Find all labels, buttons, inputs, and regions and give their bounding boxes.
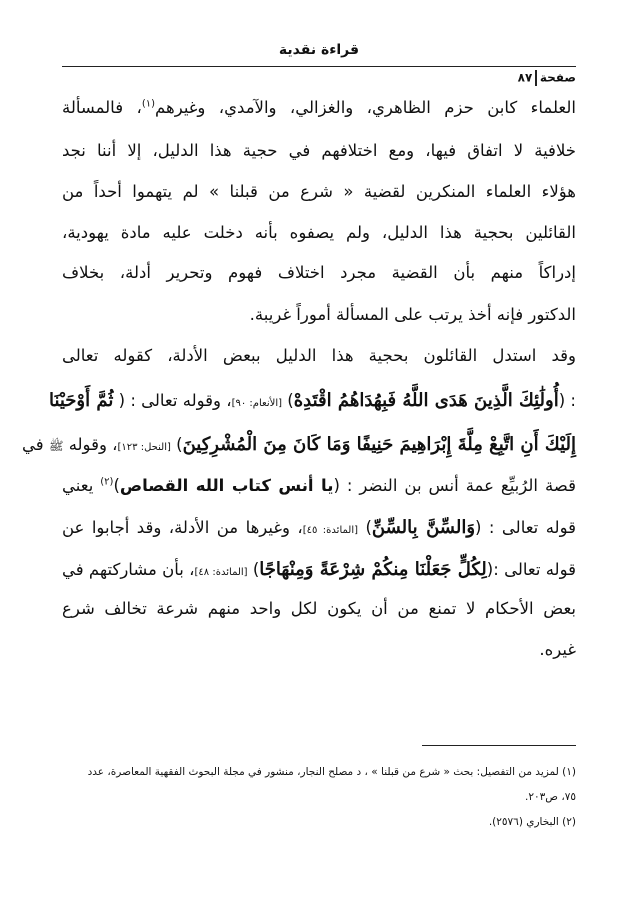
body-line-12 [62,550,576,590]
body-text: قوله تعالى :( [486,560,576,579]
body-text: ، بأن مشاركتهم في [62,560,195,579]
footnote-1-line-2: ٧٥، ص٢٠٣. [525,791,576,803]
body-text: العلماء كابن حزم الظاهري، والغزالي، والآمدي، وغيرهم [155,98,577,117]
quran-verse: أُولَٰئِكَ الَّذِينَ هَدَى اللَّهُ فَبِهُدَاهُمُ اقْتَدِهْ [293,390,559,411]
footnote-2: (٢) البخاري (٢٥٧٦). [488,816,576,828]
body-text: : ( [558,391,576,410]
body-line-10 [62,466,576,506]
body-text: ) [176,435,183,454]
body-line-11 [62,508,576,548]
quran-verse: إِلَيْكَ أَنِ اتَّبِعْ مِلَّةَ إِبْرَاهِيمَ حَنِيفًا وَمَا كَانَ مِنَ الْمُشْرِكِينَ [182,434,576,455]
body-text: ) [287,391,294,410]
body-line-6: الدكتور فإنه أخذ يرتب على المسألة أموراً غريبة. [249,305,576,324]
footnote-rule [422,745,576,746]
page-label-separator [535,70,537,86]
body-text: ) [252,560,260,579]
hadith-quote: يا أنس كتاب الله القصاص [119,476,334,495]
body-line-4: القائلين بحجية هذا الدليل، ولم يصفوه بأنه دخلت عليه مادة يهودية، [62,223,576,242]
verse-citation: [النحل: ١٢٣] [117,442,171,453]
footnote-ref-2[interactable]: (٢) [100,476,114,488]
body-text: قوله تعالى : ( [475,518,576,537]
quran-verse: وَالسِّنَّ بِالسِّنِّ [371,517,476,538]
verse-citation: [المائدة: ٤٨] [194,567,248,578]
body-line-7: وقد استدل القائلون بحجية هذا الدليل ببعض الأدلة، كقوله تعالى [62,346,576,365]
body-text: ، وغيرها من الأدلة، وقد أجابوا عن [62,518,303,537]
body-text: قصة الرُبيِّع عمة أنس بن النضر : ( [333,476,577,495]
header-rule [62,66,576,67]
page-number: ٨٧ [517,70,533,85]
body-line-8 [48,381,576,421]
body-line-2: خلافية لا اتفاق فيها، ومع اختلافهم في حجية هذا الدليل، إلا أننا نجد [62,141,576,160]
body-line-9 [22,425,576,465]
body-line-14: غيره. [539,640,576,659]
body-text: يعني [62,476,101,495]
footnote-1-line-1: (١) لمزيد من التفصيل: بحث « شرع من قبلنا » ، د مصلح النجار، منشور في مجلة البحوث الفقهية المعاصرة، عدد [87,766,576,778]
page-word: صفحة [539,70,576,85]
body-text: ، وقوله تعالى : ( [118,391,232,410]
body-line-1 [62,88,576,128]
running-title: قراءة نقدية [278,42,360,58]
footnote-ref-1[interactable]: (١) [141,98,156,110]
body-text: ، وقوله [68,435,118,454]
body-line-13: بعض الأحكام لا تمنع من أن يكون لكل واحد منهم شرعة تخالف شرع [62,599,576,618]
body-line-3: هؤلاء العلماء المنكرين لقضية « شرع من قبلنا » لم يتهموا أحداً من [62,182,576,201]
sallallah-glyph: ﷺ [48,439,64,453]
quran-verse: ثُمَّ أَوْحَيْنَا [48,390,114,411]
verse-citation: [المائدة: ٤٥] [302,525,358,536]
quran-verse: لِكُلٍّ جَعَلْنَا مِنكُمْ شِرْعَةً وَمِنْهَاجًا [259,559,487,580]
body-text: ) [113,476,120,495]
page-label [518,70,576,86]
body-text: في [22,435,44,454]
body-line-5: إدراكاً منهم بأن القضية مجرد اختلاف فهوم وتحرير أدلة، بخلاف [62,263,576,282]
body-text: ، فالمسألة [62,98,142,117]
body-text: ) [365,518,372,537]
verse-citation: [الأنعام: ٩٠] [231,398,282,409]
